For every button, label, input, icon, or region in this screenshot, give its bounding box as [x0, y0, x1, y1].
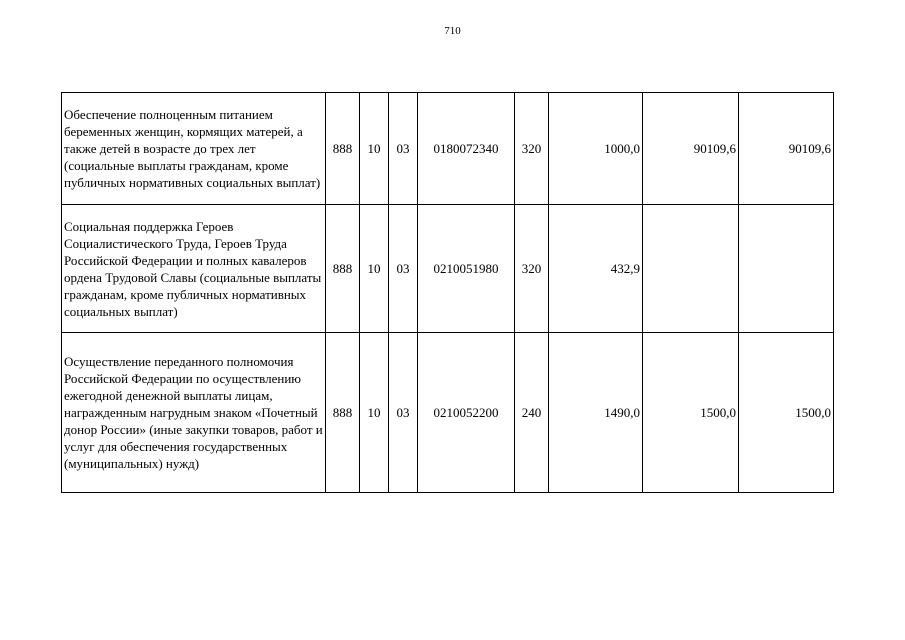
amount-1: 1490,0: [549, 333, 643, 493]
amount-1: 1000,0: [549, 93, 643, 205]
page-number: 710: [444, 25, 461, 37]
section-code: 10: [360, 205, 389, 333]
subsection-code: 03: [389, 333, 418, 493]
target-article-code: 0210052200: [418, 333, 515, 493]
budget-table: [61, 92, 834, 493]
subsection-code: 03: [389, 93, 418, 205]
amount-1: 432,9: [549, 205, 643, 333]
amount-3: 90109,6: [739, 93, 834, 205]
table-row: [62, 333, 834, 493]
ministry-code: 888: [326, 333, 360, 493]
row-description: Осуществление переданного полномочия Российской Федерации по осуществлению ежегодной денежной выплаты лицам, награжденным нагрудным знаком «Почетный донор России» (иные закупки товаров, работ и услуг для обеспечения государственных (муниципальных) нужд): [62, 333, 326, 493]
target-article-code: 0180072340: [418, 93, 515, 205]
ministry-code: 888: [326, 205, 360, 333]
expense-type-code: 320: [515, 205, 549, 333]
subsection-code: 03: [389, 205, 418, 333]
ministry-code: 888: [326, 93, 360, 205]
expense-type-code: 320: [515, 93, 549, 205]
amount-2: 1500,0: [643, 333, 739, 493]
table-row: [62, 93, 834, 205]
amount-2: 90109,6: [643, 93, 739, 205]
amount-3: 1500,0: [739, 333, 834, 493]
section-code: 10: [360, 333, 389, 493]
amount-2: [643, 205, 739, 333]
amount-3: [739, 205, 834, 333]
row-description: Социальная поддержка Героев Социалистического Труда, Героев Труда Российской Федерации и полных кавалеров ордена Трудовой Славы (социальные выплаты гражданам, кроме публичных нормативных социальных выплат): [62, 205, 326, 333]
row-description: Обеспечение полноценным питанием беременных женщин, кормящих матерей, а также детей в возрасте до трех лет (социальные выплаты гражданам, кроме публичных нормативных социальных выплат): [62, 93, 326, 205]
expense-type-code: 240: [515, 333, 549, 493]
table-row: [62, 205, 834, 333]
section-code: 10: [360, 93, 389, 205]
target-article-code: 0210051980: [418, 205, 515, 333]
